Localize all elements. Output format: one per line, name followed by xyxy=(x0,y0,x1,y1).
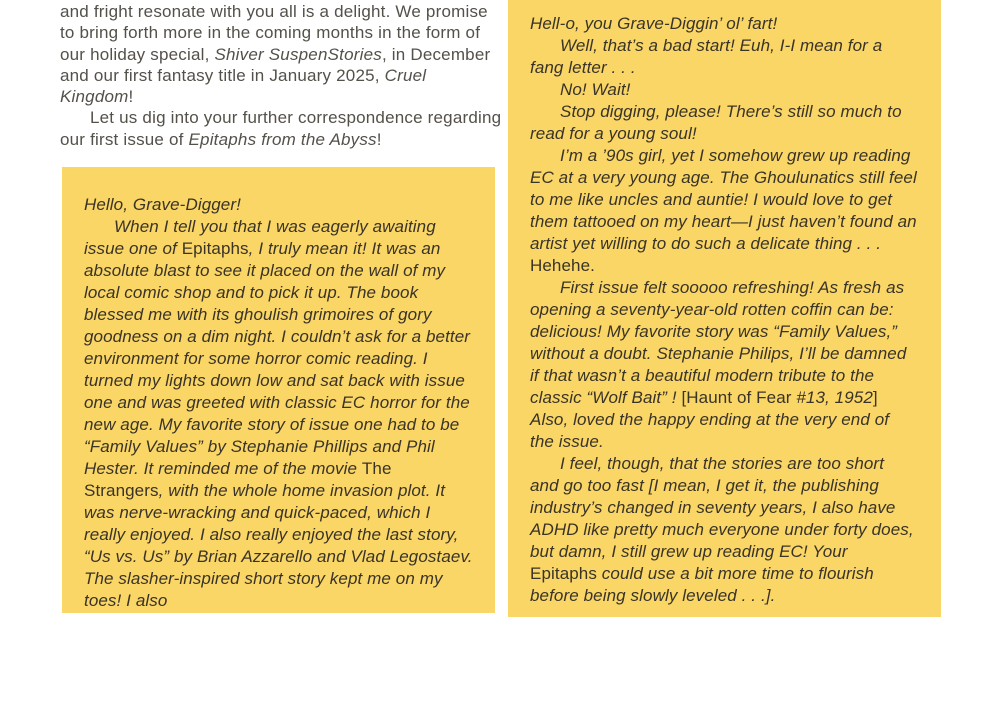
text-segment: and fright resonate with you all is a delight. We promise to bring forth more in the coming months in the form of our holiday special, xyxy=(60,2,488,64)
paragraph xyxy=(530,277,917,453)
text-segment: Hell-o, you Grave-Diggin’ ol’ fart! xyxy=(530,14,778,33)
text-segment: I feel, though, that the stories are too short and go too fast [I mean, I get it, the publishing industry’s changed in seventy years, I also have ADHD like pretty much everyone under forty does, but damn, I still grew up reading EC! Your xyxy=(530,454,914,561)
text-segment: ! xyxy=(128,87,134,107)
paragraph xyxy=(60,1,502,107)
text-segment: The Strangers xyxy=(84,459,392,500)
text-segment: Well, that’s a bad start! Euh, I-I mean for a fang letter . . . xyxy=(530,36,883,77)
text-segment: I’m a ’90s girl, yet I somehow grew up reading EC at a very young age. The Ghoulunatics still feel to me like uncles and auntie! I would love to get them tattooed on my heart—I just haven’t found an artist yet willing to do such a delicate thing . . . xyxy=(530,146,917,253)
text-segment: Shiver SuspenStories xyxy=(214,44,382,64)
text-segment: Cruel Kingdom xyxy=(60,65,427,107)
text-segment: , in December and our first fantasy title in January 2025, xyxy=(60,44,491,85)
text-segment: Epitaphs xyxy=(530,564,597,583)
text-segment: #13, 1952 xyxy=(796,388,873,407)
paragraph xyxy=(530,35,917,79)
paragraph xyxy=(530,453,917,607)
letter-box-left xyxy=(62,167,495,613)
text-segment: Hehehe. xyxy=(530,256,595,275)
text-segment: , with the whole home invasion plot. It was nerve-wracking and quick-paced, which I really enjoyed. I also really enjoyed the last story, “Us vs. Us” by Brian Azzarello and Vlad Legostaev. The slasher-inspired short story kept me on my toes! I also xyxy=(84,481,473,610)
text-segment: Stop digging, please! There’s still so much to read for a young soul! xyxy=(530,102,902,143)
text-segment: No! Wait! xyxy=(560,80,631,99)
letter-box-right xyxy=(508,0,941,617)
intro-editorial-text xyxy=(60,1,502,150)
text-segment: Hello, Grave-Digger! xyxy=(84,195,241,214)
text-segment: Epitaphs xyxy=(181,239,249,258)
paragraph xyxy=(530,13,917,35)
text-segment: [Haunt of Fear xyxy=(681,388,797,407)
paragraph xyxy=(84,216,475,612)
paragraph xyxy=(530,79,917,101)
text-segment: Also, loved the happy ending at the very end of the issue. xyxy=(530,410,890,451)
text-segment: Epitaphs from the Abyss xyxy=(188,129,377,149)
paragraph xyxy=(530,145,917,277)
text-segment: could use a bit more time to flourish before being slowly leveled . . .]. xyxy=(530,564,874,605)
paragraph xyxy=(530,101,917,145)
paragraph xyxy=(60,107,502,150)
text-segment: First issue felt sooooo refreshing! As fresh as opening a seventy-year-old rotten coffin can be: delicious! My favorite story was “Family Values,” without a doubt. Stephanie Philips, I’ll be damned if that wasn’t a beautiful modern tribute to the classic “Wolf Bait” ! xyxy=(530,278,907,407)
text-segment: When I tell you that I was eagerly awaiting issue one of xyxy=(84,217,436,258)
text-segment: , I truly mean it! It was an absolute blast to see it placed on the wall of my local comic shop and to pick it up. The book blessed me with its ghoulish grimoires of gory goodness on a dim night. I couldn’t ask for a better environment for some horror comic reading. I turned my lights down low and sat back with issue one and was greeted with classic EC horror for the new age. My favorite story of issue one had to be “Family Values” by Stephanie Phillips and Phil Hester. It reminded me of the movie xyxy=(84,239,471,478)
text-segment: ! xyxy=(376,129,382,149)
text-segment: ] xyxy=(872,388,878,407)
paragraph xyxy=(84,194,475,216)
text-segment: Let us dig into your further correspondence regarding our first issue of xyxy=(60,108,502,149)
